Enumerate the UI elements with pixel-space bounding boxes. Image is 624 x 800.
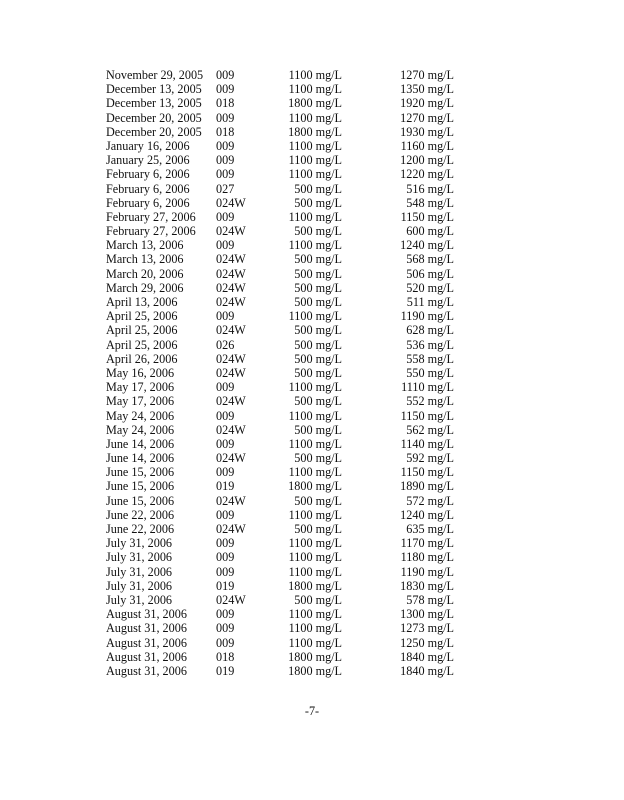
date-cell: November 29, 2005 [106,68,204,82]
outfall-cell: 026 [216,337,235,352]
date-cell: January 16, 2006 [106,138,190,153]
result-cell: 1270 mg/L [400,68,454,82]
result-cell: 516 mg/L [406,181,454,196]
table-row [106,267,466,281]
limit-cell: 1100 mg/L [288,436,342,451]
exceedance-table [106,68,466,678]
limit-cell: 1100 mg/L [288,564,342,579]
result-cell: 1220 mg/L [400,167,454,182]
outfall-cell: 024W [216,266,246,281]
date-cell: May 17, 2006 [106,380,175,395]
date-cell: March 13, 2006 [106,238,184,253]
limit-cell: 1100 mg/L [288,167,342,182]
outfall-cell: 009 [216,607,235,622]
limit-cell: 1100 mg/L [288,68,342,82]
result-cell: 1150 mg/L [400,465,454,480]
table-row [106,607,466,621]
limit-cell: 500 mg/L [294,394,342,409]
table-row [106,295,466,309]
result-cell: 562 mg/L [406,422,454,437]
date-cell: June 15, 2006 [106,493,175,508]
result-cell: 1240 mg/L [400,507,454,522]
limit-cell: 1100 mg/L [288,408,342,423]
limit-cell: 1100 mg/L [288,238,342,253]
table-row [106,593,466,607]
date-cell: July 31, 2006 [106,550,173,565]
table-row [106,96,466,110]
limit-cell: 1800 mg/L [288,96,342,111]
outfall-cell: 024W [216,493,246,508]
limit-cell: 500 mg/L [294,280,342,295]
limit-cell: 500 mg/L [294,493,342,508]
outfall-cell: 009 [216,436,235,451]
outfall-cell: 019 [216,578,235,593]
table-row [106,82,466,96]
table-row [106,664,466,678]
limit-cell: 500 mg/L [294,224,342,239]
outfall-cell: 019 [216,479,235,494]
limit-cell: 1100 mg/L [288,607,342,622]
result-cell: 1110 mg/L [401,380,454,395]
outfall-cell: 018 [216,96,235,111]
date-cell: April 25, 2006 [106,309,178,324]
outfall-cell: 009 [216,507,235,522]
date-cell: July 31, 2006 [106,536,173,551]
table-row [106,522,466,536]
result-cell: 1250 mg/L [400,635,454,650]
table-row [106,252,466,266]
table-row [106,394,466,408]
outfall-cell: 009 [216,465,235,480]
result-cell: 550 mg/L [406,365,454,380]
outfall-cell: 009 [216,82,235,97]
table-row [106,479,466,493]
result-cell: 592 mg/L [406,451,454,466]
date-cell: August 31, 2006 [106,621,187,636]
result-cell: 520 mg/L [406,280,454,295]
date-cell: July 31, 2006 [106,578,173,593]
date-cell: May 16, 2006 [106,365,175,380]
result-cell: 536 mg/L [406,337,454,352]
outfall-cell: 009 [216,238,235,253]
date-cell: April 26, 2006 [106,351,178,366]
table-row [106,579,466,593]
table-row [106,68,466,82]
date-cell: August 31, 2006 [106,635,187,650]
limit-cell: 1100 mg/L [288,507,342,522]
result-cell: 1300 mg/L [400,607,454,622]
table-row [106,621,466,635]
date-cell: August 31, 2006 [106,663,187,678]
limit-cell: 1100 mg/L [288,380,342,395]
date-cell: December 20, 2005 [106,124,202,139]
outfall-cell: 009 [216,167,235,182]
table-row [106,224,466,238]
limit-cell: 500 mg/L [294,592,342,607]
outfall-cell: 024W [216,365,246,380]
table-row [106,153,466,167]
result-cell: 1350 mg/L [400,82,454,97]
outfall-cell: 009 [216,209,235,224]
result-cell: 1150 mg/L [400,209,454,224]
table-row [106,650,466,664]
date-cell: May 24, 2006 [106,408,175,423]
limit-cell: 1100 mg/L [288,465,342,480]
limit-cell: 1800 mg/L [288,479,342,494]
table-row [106,323,466,337]
table-row [106,508,466,522]
table-row [106,309,466,323]
limit-cell: 500 mg/L [294,181,342,196]
limit-cell: 500 mg/L [294,422,342,437]
result-cell: 506 mg/L [406,266,454,281]
date-cell: July 31, 2006 [106,592,173,607]
date-cell: February 27, 2006 [106,224,196,239]
outfall-cell: 009 [216,309,235,324]
outfall-cell: 009 [216,536,235,551]
table-row [106,550,466,564]
outfall-cell: 024W [216,422,246,437]
table-row [106,182,466,196]
outfall-cell: 018 [216,124,235,139]
result-cell: 1240 mg/L [400,238,454,253]
limit-cell: 500 mg/L [294,195,342,210]
outfall-cell: 009 [216,138,235,153]
outfall-cell: 024W [216,394,246,409]
table-row [106,437,466,451]
outfall-cell: 024W [216,252,246,267]
table-row [106,451,466,465]
outfall-cell: 024W [216,224,246,239]
limit-cell: 1100 mg/L [288,621,342,636]
outfall-cell: 024W [216,351,246,366]
date-cell: April 13, 2006 [106,295,178,309]
date-cell: February 6, 2006 [106,167,190,182]
limit-cell: 500 mg/L [294,323,342,338]
result-cell: 628 mg/L [406,323,454,338]
result-cell: 635 mg/L [406,522,454,536]
limit-cell: 500 mg/L [294,337,342,352]
result-cell: 511 mg/L [406,295,454,309]
table-row [106,465,466,479]
result-cell: 558 mg/L [406,351,454,366]
result-cell: 1190 mg/L [400,309,454,324]
result-cell: 1840 mg/L [400,649,454,664]
table-row [106,409,466,423]
limit-cell: 1100 mg/L [288,536,342,551]
date-cell: April 25, 2006 [106,337,178,352]
table-row [106,210,466,224]
table-row [106,196,466,210]
outfall-cell: 018 [216,649,235,664]
date-cell: December 13, 2005 [106,96,202,111]
date-cell: April 25, 2006 [106,323,178,338]
limit-cell: 1800 mg/L [288,124,342,139]
result-cell: 1180 mg/L [400,550,454,565]
table-row [106,111,466,125]
result-cell: 1140 mg/L [400,436,454,451]
limit-cell: 1100 mg/L [288,309,342,324]
outfall-cell: 009 [216,153,235,168]
limit-cell: 1800 mg/L [288,663,342,678]
limit-cell: 1800 mg/L [288,649,342,664]
limit-cell: 1100 mg/L [288,82,342,97]
result-cell: 548 mg/L [406,195,454,210]
result-cell: 1890 mg/L [400,479,454,494]
table-row [106,281,466,295]
outfall-cell: 009 [216,68,235,82]
result-cell: 1920 mg/L [400,96,454,111]
table-row [106,238,466,252]
outfall-cell: 024W [216,295,246,309]
result-cell: 568 mg/L [406,252,454,267]
date-cell: June 14, 2006 [106,451,175,466]
date-cell: March 13, 2006 [106,252,184,267]
limit-cell: 500 mg/L [294,365,342,380]
limit-cell: 1100 mg/L [288,635,342,650]
date-cell: May 17, 2006 [106,394,175,409]
date-cell: December 13, 2005 [106,82,202,97]
date-cell: January 25, 2006 [106,153,190,168]
table-row [106,423,466,437]
result-cell: 1830 mg/L [400,578,454,593]
table-row [106,565,466,579]
table-row [106,139,466,153]
result-cell: 1160 mg/L [400,138,454,153]
outfall-cell: 024W [216,522,246,536]
table-row [106,125,466,139]
result-cell: 1273 mg/L [400,621,454,636]
limit-cell: 1100 mg/L [288,110,342,125]
limit-cell: 1100 mg/L [288,138,342,153]
limit-cell: 500 mg/L [294,351,342,366]
date-cell: December 20, 2005 [106,110,202,125]
date-cell: August 31, 2006 [106,649,187,664]
result-cell: 552 mg/L [406,394,454,409]
date-cell: June 22, 2006 [106,507,175,522]
result-cell: 1930 mg/L [400,124,454,139]
table-row [106,536,466,550]
date-cell: July 31, 2006 [106,564,173,579]
outfall-cell: 019 [216,663,235,678]
table-row [106,636,466,650]
result-cell: 1170 mg/L [400,536,454,551]
limit-cell: 500 mg/L [294,252,342,267]
limit-cell: 1100 mg/L [288,153,342,168]
result-cell: 572 mg/L [406,493,454,508]
date-cell: June 15, 2006 [106,479,175,494]
date-cell: February 6, 2006 [106,181,190,196]
date-cell: June 14, 2006 [106,436,175,451]
outfall-cell: 027 [216,181,235,196]
result-cell: 1270 mg/L [400,110,454,125]
table-row [106,167,466,181]
date-cell: February 27, 2006 [106,209,196,224]
outfall-cell: 024W [216,451,246,466]
page-number: -7- [304,704,320,718]
outfall-cell: 009 [216,635,235,650]
limit-cell: 500 mg/L [294,522,342,536]
outfall-cell: 009 [216,550,235,565]
outfall-cell: 009 [216,408,235,423]
table-row [106,380,466,394]
limit-cell: 500 mg/L [294,295,342,309]
result-cell: 1190 mg/L [400,564,454,579]
table-row [106,494,466,508]
date-cell: August 31, 2006 [106,607,187,622]
result-cell: 1150 mg/L [400,408,454,423]
outfall-cell: 024W [216,323,246,338]
outfall-cell: 024W [216,280,246,295]
date-cell: May 24, 2006 [106,422,175,437]
limit-cell: 1100 mg/L [288,209,342,224]
outfall-cell: 009 [216,564,235,579]
outfall-cell: 009 [216,380,235,395]
table-row [106,338,466,352]
limit-cell: 1100 mg/L [288,550,342,565]
outfall-cell: 009 [216,110,235,125]
date-cell: June 22, 2006 [106,522,175,536]
date-cell: March 29, 2006 [106,280,184,295]
result-cell: 1200 mg/L [400,153,454,168]
table-row [106,352,466,366]
result-cell: 1840 mg/L [400,663,454,678]
date-cell: February 6, 2006 [106,195,190,210]
outfall-cell: 024W [216,195,246,210]
result-cell: 578 mg/L [406,592,454,607]
limit-cell: 500 mg/L [294,266,342,281]
outfall-cell: 024W [216,592,246,607]
table-row [106,366,466,380]
outfall-cell: 009 [216,621,235,636]
result-cell: 600 mg/L [406,224,454,239]
limit-cell: 500 mg/L [294,451,342,466]
date-cell: June 15, 2006 [106,465,175,480]
date-cell: March 20, 2006 [106,266,184,281]
limit-cell: 1800 mg/L [288,578,342,593]
